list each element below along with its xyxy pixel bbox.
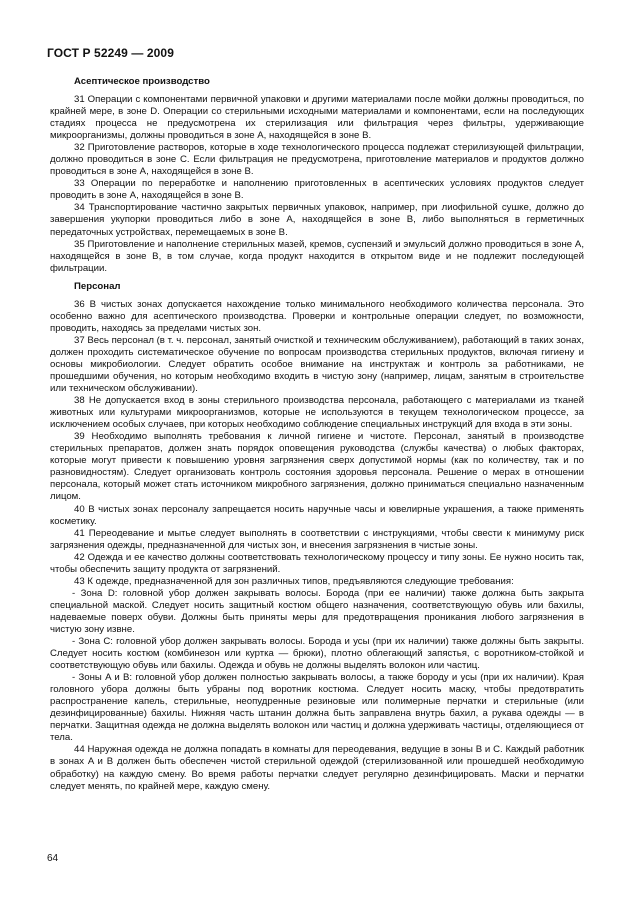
paragraph-33: 33 Операции по переработке и наполнению приготовленных в асептических условиях продуктов следует проводить в зоне A, находящейся в зоне B. — [50, 178, 584, 202]
list-item-zone-c: - Зона C: головной убор должен закрывать волосы. Борода и усы (при их наличии) также должны быть закрыты. Следует носить костюм (комбинезон или куртка — брюки), плотно облегающий запястья, с воротником-стойкой и соответствующую обувь или бахилы. Одежда и обувь не должны выделять волокон или частиц. — [50, 636, 584, 672]
list-item-zone-d: - Зона D: головной убор должен закрывать волосы. Борода (при ее наличии) также должна быть закрыта специальной маской. Следует носить защитный костюм общего назначения, соответствующую обувь или бахилы, надеваемые поверх обуви. Должны быть приняты меры для предотвращения проникания любого загрязнения в чистую зону извне. — [50, 587, 584, 635]
paragraph-38: 38 Не допускается вход в зоны стерильного производства персонала, работающего с материалами из тканей животных или культурами микроорганизмов, которые не используются в текущем технологическом процессе, за исключением особых случаев, при которых необходимо соблюдение специальных инструкций для входа в эти зоны. — [50, 395, 584, 431]
standard-header: ГОСТ Р 52249 — 2009 — [47, 46, 174, 60]
paragraph-41: 41 Переодевание и мытье следует выполнять в соответствии с инструкциями, чтобы свести к минимуму риск загрязнения одежды, предназначенной для чистых зон, и внесения загрязнения в чистые зоны. — [50, 527, 584, 551]
paragraph-43: 43 К одежде, предназначенной для зон различных типов, предъявляются следующие требования: — [74, 575, 514, 587]
paragraph-36: 36 В чистых зонах допускается нахождение только минимального необходимого количества персонала. Это особенно важно для асептического производства. Проверки и контрольные операции следует, по возможности, проводить, находясь за пределами чистых зон. — [50, 298, 584, 334]
section-heading-personnel: Персонал — [74, 280, 121, 292]
paragraph-34: 34 Транспортирование частично закрытых первичных упаковок, например, при лиофильной сушке, должно до завершения укупорки проводиться либо в зоне A, находящейся в зоне B, либо выполняться в герметичных передаточных устройствах, перемещаемых в зоне B. — [50, 202, 584, 238]
paragraph-32: 32 Приготовление растворов, которые в ходе технологического процесса подлежат стерилизующей фильтрации, должно проводиться в зоне C. Если фильтрация не предусмотрена, приготовление материалов и продуктов должно проводиться в зоне A, находящейся в зоне B. — [50, 142, 584, 178]
paragraph-35: 35 Приготовление и наполнение стерильных мазей, кремов, суспензий и эмульсий должно проводиться в зоне A, находящейся в зоне B, в том случае, когда продукт находится в открытом виде и не подлежит последующей фильтрации. — [50, 238, 584, 274]
section-heading-aseptic: Асептическое производство — [74, 76, 210, 87]
paragraph-37: 37 Весь персонал (в т. ч. персонал, занятый очисткой и техническим обслуживанием), работающий в таких зонах, должен проходить систематическое обучение по вопросам производства стерильных продуктов, включая гигиену и основы микробиологии. Следует обратить особое внимание на инструктаж и контроль за работниками, не прошедшими обучения, но которым необходимо входить в чистую зону (например, лицам, занятым в строительстве или техническом обслуживании). — [50, 334, 584, 395]
paragraph-39: 39 Необходимо выполнять требования к личной гигиене и чистоте. Персонал, занятый в производстве стерильных препаратов, должен знать порядок оповещения руководства (службы качества) о любых факторах, которые могут привести к повышению уровня загрязнения сверх допустимой нормы (как по количеству, так и по разновидностям). Следует организовать контроль состояния здоровья персонала. Решение о мерах в отношении персонала, который может стать источником микробного загрязнения, должно приниматься специально назначенным лицом. — [50, 431, 584, 503]
paragraph-31: 31 Операции с компонентами первичной упаковки и другими материалами после мойки должны проводиться, по крайней мере, в зоне D. Операции со стерильными исходными материалами и компонентами, если на последующих стадиях процесса не предусмотрена их стерилизация или фильтрация через фильтры, удерживающие микроорганизмы, должны проводиться в зоне A, находящейся в зоне B. — [50, 94, 584, 142]
document-body — [50, 76, 584, 793]
paragraph-40: 40 В чистых зонах персоналу запрещается носить наручные часы и ювелирные украшения, а также применять косметику. — [50, 503, 584, 527]
list-item-zones-a-b: - Зоны A и B: головной убор должен полностью закрывать волосы, а также бороду и усы (при их наличии). Края головного убора должны быть убраны под воротник костюма. Следует носить маску, чтобы предотвратить распространение капель, стерильные, неопудренные резиновые или полимерные перчатки и стерильные (или дезинфицированные) бахилы. Нижняя часть штанин должна быть заправлена внутрь бахил, а рукава одежды — в перчатки. Защитная одежда не должна выделять волокон или частиц и должна удерживать частицы, отделяющиеся от тела. — [50, 672, 584, 744]
paragraph-42: 42 Одежда и ее качество должны соответствовать технологическому процессу и типу зоны. Ее нужно носить так, чтобы обеспечить защиту продукта от загрязнений. — [50, 551, 584, 575]
page-number: 64 — [47, 853, 59, 864]
paragraph-44: 44 Наружная одежда не должна попадать в комнаты для переодевания, ведущие в зоны B и C. Каждый работник в зонах A и B должен быть обеспечен чистой стерильной одеждой (стерилизованной или прошедшей необходимую обработку) на каждую смену. Во время работы перчатки следует регулярно дезинфицировать. Маски и перчатки следует менять, по крайней мере, каждую смену. — [50, 744, 584, 792]
